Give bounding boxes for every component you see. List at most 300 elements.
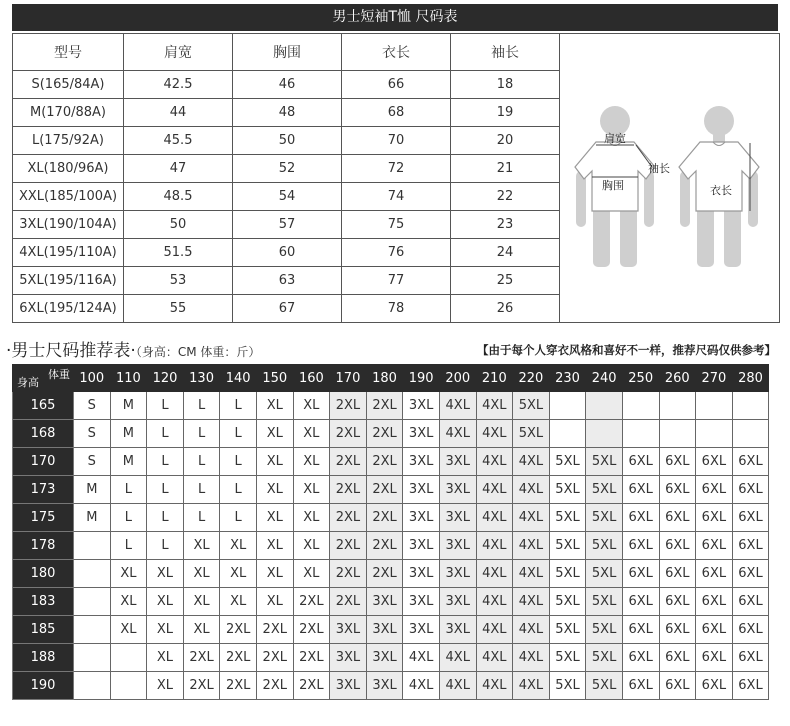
weight-header-cell: 230	[549, 365, 586, 392]
size-recommend-cell: XL	[293, 420, 330, 448]
size-recommend-cell	[74, 644, 111, 672]
size-recommend-cell: M	[110, 448, 147, 476]
size-recommend-cell: 3XL	[439, 476, 476, 504]
height-cell: 185	[13, 616, 74, 644]
size-header-cell: 胸围	[233, 34, 342, 71]
size-recommend-cell: L	[183, 448, 220, 476]
height-cell: 165	[13, 392, 74, 420]
size-recommend-cell: 5XL	[549, 532, 586, 560]
size-recommend-cell: 2XL	[330, 504, 367, 532]
size-recommend-cell: 4XL	[513, 476, 550, 504]
size-recommend-cell: XL	[256, 504, 293, 532]
size-recommend-cell: 4XL	[476, 616, 513, 644]
size-value-cell: 21	[451, 155, 560, 183]
size-recommend-cell: 3XL	[439, 504, 476, 532]
size-recommend-cell: 4XL	[513, 588, 550, 616]
size-recommend-cell: 2XL	[366, 560, 403, 588]
size-recommend-cell: 2XL	[330, 560, 367, 588]
size-value-cell: 47	[124, 155, 233, 183]
size-recommend-cell: 3XL	[403, 560, 440, 588]
size-recommend-cell: XL	[110, 616, 147, 644]
size-recommend-cell: XL	[220, 532, 257, 560]
size-recommend-cell: 6XL	[659, 504, 696, 532]
weight-header-cell: 170	[330, 365, 367, 392]
size-recommend-cell: L	[147, 504, 184, 532]
recommend-row	[13, 616, 769, 644]
size-recommend-cell: 5XL	[549, 476, 586, 504]
size-recommend-cell: 5XL	[586, 644, 623, 672]
recommend-row	[13, 644, 769, 672]
size-recommend-cell: 6XL	[696, 532, 733, 560]
size-recommend-cell: 3XL	[439, 532, 476, 560]
size-recommend-cell: 4XL	[476, 532, 513, 560]
size-value-cell: 48.5	[124, 183, 233, 211]
size-recommend-cell: 4XL	[476, 420, 513, 448]
size-header-cell: 肩宽	[124, 34, 233, 71]
recommend-row	[13, 476, 769, 504]
size-recommend-cell: 2XL	[330, 476, 367, 504]
size-recommend-cell: 2XL	[330, 532, 367, 560]
size-recommend-cell: XL	[183, 560, 220, 588]
size-recommend-cell: 5XL	[586, 448, 623, 476]
size-recommend-cell: 5XL	[549, 588, 586, 616]
size-value-cell: 55	[124, 295, 233, 323]
shoulder-label: 肩宽	[604, 131, 626, 145]
size-recommend-cell	[696, 420, 733, 448]
size-model-cell: M(170/88A)	[13, 99, 124, 127]
size-recommend-cell: 6XL	[732, 644, 769, 672]
size-recommend-cell: L	[110, 504, 147, 532]
size-recommend-cell: 3XL	[403, 588, 440, 616]
size-recommend-cell: 6XL	[659, 588, 696, 616]
size-recommend-cell: 4XL	[403, 672, 440, 700]
size-recommend-cell: L	[147, 532, 184, 560]
height-cell: 168	[13, 420, 74, 448]
size-recommend-cell: 3XL	[439, 588, 476, 616]
size-value-cell: 63	[233, 267, 342, 295]
height-cell: 178	[13, 532, 74, 560]
size-recommend-cell	[110, 644, 147, 672]
size-recommend-cell: L	[147, 420, 184, 448]
weight-header-cell: 120	[147, 365, 184, 392]
size-recommend-cell: 6XL	[696, 672, 733, 700]
size-recommend-cell: 6XL	[659, 560, 696, 588]
size-header-cell: 袖长	[451, 34, 560, 71]
size-recommend-cell: 4XL	[513, 672, 550, 700]
size-recommend-cell: 5XL	[586, 616, 623, 644]
size-recommend-cell: 6XL	[622, 532, 659, 560]
size-recommend-cell	[549, 420, 586, 448]
size-recommend-cell: 6XL	[659, 476, 696, 504]
size-recommend-cell: XL	[183, 616, 220, 644]
weight-header-cell: 200	[439, 365, 476, 392]
size-recommend-cell: 6XL	[696, 448, 733, 476]
size-recommend-cell	[74, 560, 111, 588]
size-recommend-cell: 5XL	[549, 644, 586, 672]
size-value-cell: 72	[342, 155, 451, 183]
size-recommend-cell: M	[110, 392, 147, 420]
size-recommend-cell: 3XL	[366, 644, 403, 672]
size-value-cell: 60	[233, 239, 342, 267]
size-recommend-cell: 5XL	[586, 476, 623, 504]
size-recommend-cell: 6XL	[696, 644, 733, 672]
size-recommend-cell: 6XL	[622, 448, 659, 476]
recommend-title: ·男士尺码推荐表·	[6, 341, 136, 361]
size-recommend-cell: L	[147, 392, 184, 420]
size-chart-table	[12, 33, 780, 323]
chest-label: 胸围	[602, 178, 624, 192]
size-value-cell: 45.5	[124, 127, 233, 155]
size-recommend-cell: L	[220, 504, 257, 532]
weight-header-cell: 140	[220, 365, 257, 392]
height-corner-label: 身高	[17, 376, 39, 389]
recommend-row	[13, 588, 769, 616]
size-recommend-cell: XL	[293, 448, 330, 476]
size-recommend-cell: 3XL	[403, 504, 440, 532]
size-recommend-cell: 4XL	[513, 560, 550, 588]
size-recommend-cell: XL	[147, 588, 184, 616]
size-recommend-cell: 2XL	[293, 644, 330, 672]
height-cell: 180	[13, 560, 74, 588]
size-recommend-cell: 3XL	[330, 644, 367, 672]
size-recommend-cell: 2XL	[293, 616, 330, 644]
size-recommend-cell: 6XL	[732, 616, 769, 644]
size-recommend-cell: 4XL	[476, 392, 513, 420]
size-value-cell: 18	[451, 71, 560, 99]
size-recommend-cell: 3XL	[403, 616, 440, 644]
size-recommend-cell: 6XL	[622, 672, 659, 700]
size-recommend-cell: XL	[293, 392, 330, 420]
size-recommend-cell: XL	[256, 532, 293, 560]
size-recommend-cell: 2XL	[220, 616, 257, 644]
size-value-cell: 66	[342, 71, 451, 99]
size-recommend-cell: L	[110, 532, 147, 560]
size-recommend-cell: XL	[183, 588, 220, 616]
size-recommend-cell: 3XL	[366, 672, 403, 700]
size-recommend-cell: XL	[293, 504, 330, 532]
weight-header-cell: 150	[256, 365, 293, 392]
size-recommend-cell: L	[183, 420, 220, 448]
size-recommend-cell: XL	[147, 616, 184, 644]
size-recommend-cell	[732, 420, 769, 448]
size-recommend-cell: 4XL	[439, 420, 476, 448]
size-recommend-cell: 2XL	[220, 644, 257, 672]
size-model-cell: L(175/92A)	[13, 127, 124, 155]
size-recommend-cell: XL	[293, 532, 330, 560]
size-value-cell: 53	[124, 267, 233, 295]
weight-header-cell: 260	[659, 365, 696, 392]
size-recommend-cell: XL	[256, 476, 293, 504]
size-recommend-cell	[586, 392, 623, 420]
recommend-note: 【由于每个人穿衣风格和喜好不一样，推荐尺码仅供参考】	[477, 343, 776, 357]
weight-header-cell: 220	[513, 365, 550, 392]
size-value-cell: 26	[451, 295, 560, 323]
size-recommend-cell: 6XL	[622, 476, 659, 504]
size-recommend-cell: 2XL	[330, 588, 367, 616]
size-model-cell: 5XL(195/116A)	[13, 267, 124, 295]
size-value-cell: 76	[342, 239, 451, 267]
size-recommend-cell: L	[220, 392, 257, 420]
size-recommend-cell	[586, 420, 623, 448]
size-recommend-cell: 2XL	[366, 420, 403, 448]
recommend-row	[13, 560, 769, 588]
size-recommend-cell: 4XL	[476, 560, 513, 588]
size-recommend-cell	[74, 672, 111, 700]
size-recommend-cell: 5XL	[549, 560, 586, 588]
size-recommend-cell: 3XL	[403, 476, 440, 504]
size-recommend-cell: 4XL	[403, 644, 440, 672]
size-recommend-cell: 6XL	[659, 532, 696, 560]
size-recommend-cell: 5XL	[549, 448, 586, 476]
size-recommend-cell: 5XL	[549, 504, 586, 532]
size-recommend-cell: 3XL	[439, 560, 476, 588]
size-recommend-cell: 6XL	[659, 644, 696, 672]
size-model-cell: 4XL(195/110A)	[13, 239, 124, 267]
size-recommend-cell: 5XL	[513, 392, 550, 420]
size-recommend-cell: 4XL	[439, 672, 476, 700]
size-recommend-cell: 3XL	[366, 588, 403, 616]
size-recommend-cell: 4XL	[476, 504, 513, 532]
size-value-cell: 78	[342, 295, 451, 323]
size-recommend-cell: 4XL	[513, 448, 550, 476]
weight-corner-label: 体重	[48, 368, 70, 381]
size-recommend-cell	[74, 532, 111, 560]
size-value-cell: 25	[451, 267, 560, 295]
size-recommend-cell	[659, 392, 696, 420]
size-value-cell: 57	[233, 211, 342, 239]
size-recommend-cell: 6XL	[622, 588, 659, 616]
size-recommend-cell: 3XL	[403, 420, 440, 448]
size-value-cell: 52	[233, 155, 342, 183]
size-recommend-cell	[732, 392, 769, 420]
size-recommend-cell: 2XL	[293, 672, 330, 700]
size-recommend-cell: S	[74, 392, 111, 420]
size-value-cell: 23	[451, 211, 560, 239]
size-recommend-cell: 5XL	[586, 560, 623, 588]
size-recommend-cell	[110, 672, 147, 700]
size-recommend-cell: 2XL	[330, 448, 367, 476]
size-recommend-cell: 2XL	[330, 392, 367, 420]
recommend-title-block	[6, 336, 260, 361]
size-recommend-cell: XL	[110, 588, 147, 616]
size-recommend-cell: S	[74, 420, 111, 448]
size-recommend-cell: 6XL	[659, 448, 696, 476]
size-recommend-cell: 2XL	[183, 644, 220, 672]
size-model-cell: 6XL(195/124A)	[13, 295, 124, 323]
size-recommend-cell: XL	[220, 588, 257, 616]
size-recommend-cell: L	[110, 476, 147, 504]
size-recommend-cell: L	[147, 448, 184, 476]
size-recommend-cell: 3XL	[330, 616, 367, 644]
size-recommend-cell: 3XL	[403, 392, 440, 420]
size-value-cell: 77	[342, 267, 451, 295]
size-recommend-cell: 2XL	[256, 644, 293, 672]
size-recommend-cell: 2XL	[293, 588, 330, 616]
size-recommend-cell: 6XL	[732, 476, 769, 504]
size-value-cell: 67	[233, 295, 342, 323]
size-recommend-cell: XL	[147, 560, 184, 588]
recommend-row	[13, 448, 769, 476]
size-recommend-cell: 6XL	[622, 504, 659, 532]
size-recommend-cell: XL	[256, 560, 293, 588]
height-cell: 175	[13, 504, 74, 532]
weight-header-cell: 160	[293, 365, 330, 392]
size-recommend-cell: 3XL	[403, 448, 440, 476]
size-value-cell: 68	[342, 99, 451, 127]
size-recommend-cell: 6XL	[659, 672, 696, 700]
weight-header-cell: 210	[476, 365, 513, 392]
size-recommend-cell: 2XL	[366, 504, 403, 532]
size-value-cell: 51.5	[124, 239, 233, 267]
page-title: 男士短袖T恤 尺码表	[12, 4, 778, 31]
size-recommend-cell: 2XL	[366, 476, 403, 504]
size-recommend-cell: XL	[147, 672, 184, 700]
size-value-cell: 50	[124, 211, 233, 239]
size-recommend-cell: XL	[256, 588, 293, 616]
size-recommend-cell: 3XL	[439, 616, 476, 644]
size-recommend-cell: 5XL	[586, 588, 623, 616]
size-value-cell: 19	[451, 99, 560, 127]
size-recommend-cell: 4XL	[439, 644, 476, 672]
size-recommend-cell: 6XL	[732, 448, 769, 476]
size-recommend-cell: XL	[256, 420, 293, 448]
size-recommend-cell: 5XL	[513, 420, 550, 448]
height-cell: 188	[13, 644, 74, 672]
size-value-cell: 44	[124, 99, 233, 127]
size-recommend-cell: 5XL	[586, 504, 623, 532]
size-recommend-cell: 4XL	[513, 532, 550, 560]
size-recommend-cell: 2XL	[256, 672, 293, 700]
weight-header-cell: 250	[622, 365, 659, 392]
size-recommend-cell: 4XL	[476, 476, 513, 504]
size-recommend-cell: L	[220, 476, 257, 504]
size-recommend-cell: L	[147, 476, 184, 504]
size-recommend-cell: 2XL	[220, 672, 257, 700]
measurement-illustration	[560, 34, 780, 323]
length-label: 衣长	[710, 183, 732, 197]
weight-header-cell: 110	[110, 365, 147, 392]
height-cell: 183	[13, 588, 74, 616]
height-cell: 190	[13, 672, 74, 700]
size-recommend-cell: 5XL	[586, 532, 623, 560]
size-recommend-cell: 4XL	[513, 504, 550, 532]
size-recommend-cell: 6XL	[696, 560, 733, 588]
weight-header-cell: 100	[74, 365, 111, 392]
size-recommend-cell: 2XL	[183, 672, 220, 700]
size-model-cell: XXL(185/100A)	[13, 183, 124, 211]
size-recommend-cell	[74, 588, 111, 616]
size-recommend-cell: XL	[293, 560, 330, 588]
size-recommend-cell: 6XL	[696, 616, 733, 644]
size-recommend-cell: 6XL	[696, 476, 733, 504]
size-recommend-cell: 2XL	[366, 448, 403, 476]
recommend-row	[13, 672, 769, 700]
size-header-cell: 型号	[13, 34, 124, 71]
corner-header	[13, 365, 74, 392]
size-recommend-cell: XL	[256, 448, 293, 476]
size-recommend-cell: L	[183, 392, 220, 420]
size-recommend-cell: 3XL	[330, 672, 367, 700]
size-recommend-cell: 6XL	[696, 504, 733, 532]
size-recommend-cell: 3XL	[366, 616, 403, 644]
size-value-cell: 50	[233, 127, 342, 155]
weight-header-cell: 280	[732, 365, 769, 392]
recommend-row	[13, 532, 769, 560]
size-recommend-cell: XL	[147, 644, 184, 672]
size-recommend-cell: 4XL	[513, 616, 550, 644]
weight-header-cell: 190	[403, 365, 440, 392]
size-recommend-cell: 4XL	[439, 392, 476, 420]
size-recommend-cell: 2XL	[256, 616, 293, 644]
size-recommend-cell: 6XL	[659, 616, 696, 644]
size-recommend-cell: 6XL	[732, 588, 769, 616]
size-recommend-cell: XL	[183, 532, 220, 560]
size-recommend-cell: 6XL	[696, 588, 733, 616]
size-recommend-cell: XL	[293, 476, 330, 504]
height-cell: 170	[13, 448, 74, 476]
size-recommend-cell	[659, 420, 696, 448]
recommend-row	[13, 504, 769, 532]
size-recommend-cell: M	[74, 476, 111, 504]
recommend-row	[13, 420, 769, 448]
size-recommend-cell: 4XL	[476, 588, 513, 616]
recommend-subtitle: （身高：CM 体重：斤）	[135, 345, 261, 359]
size-model-cell: 3XL(190/104A)	[13, 211, 124, 239]
weight-header-cell: 240	[586, 365, 623, 392]
weight-header-cell: 130	[183, 365, 220, 392]
size-model-cell: XL(180/96A)	[13, 155, 124, 183]
weight-header-cell: 270	[696, 365, 733, 392]
size-recommend-cell: XL	[220, 560, 257, 588]
size-recommend-cell: 4XL	[476, 644, 513, 672]
size-recommend-cell	[549, 392, 586, 420]
size-recommend-cell: 5XL	[586, 672, 623, 700]
size-recommend-cell: 6XL	[622, 616, 659, 644]
size-recommend-cell: 4XL	[513, 644, 550, 672]
size-value-cell: 46	[233, 71, 342, 99]
size-recommend-cell: L	[183, 476, 220, 504]
size-recommend-cell	[74, 616, 111, 644]
recommend-table	[12, 364, 769, 700]
size-recommend-cell: XL	[256, 392, 293, 420]
size-recommend-cell: M	[110, 420, 147, 448]
size-recommend-cell: 6XL	[622, 560, 659, 588]
size-recommend-cell: 6XL	[732, 504, 769, 532]
size-recommend-cell: 6XL	[732, 560, 769, 588]
size-value-cell: 20	[451, 127, 560, 155]
size-value-cell: 54	[233, 183, 342, 211]
size-recommend-cell	[622, 392, 659, 420]
size-recommend-cell: 2XL	[366, 392, 403, 420]
size-value-cell: 48	[233, 99, 342, 127]
size-value-cell: 70	[342, 127, 451, 155]
size-recommend-cell: 3XL	[403, 532, 440, 560]
size-recommend-cell: 4XL	[476, 448, 513, 476]
size-recommend-cell: L	[183, 504, 220, 532]
size-value-cell: 42.5	[124, 71, 233, 99]
weight-header-cell: 180	[366, 365, 403, 392]
size-recommend-cell: 5XL	[549, 672, 586, 700]
size-value-cell: 22	[451, 183, 560, 211]
size-recommend-cell: 2XL	[330, 420, 367, 448]
size-recommend-cell: S	[74, 448, 111, 476]
sleeve-label: 袖长	[648, 161, 670, 175]
size-recommend-cell: L	[220, 420, 257, 448]
size-header-cell: 衣长	[342, 34, 451, 71]
size-recommend-cell: 6XL	[732, 672, 769, 700]
size-value-cell: 74	[342, 183, 451, 211]
size-recommend-cell: 6XL	[732, 532, 769, 560]
